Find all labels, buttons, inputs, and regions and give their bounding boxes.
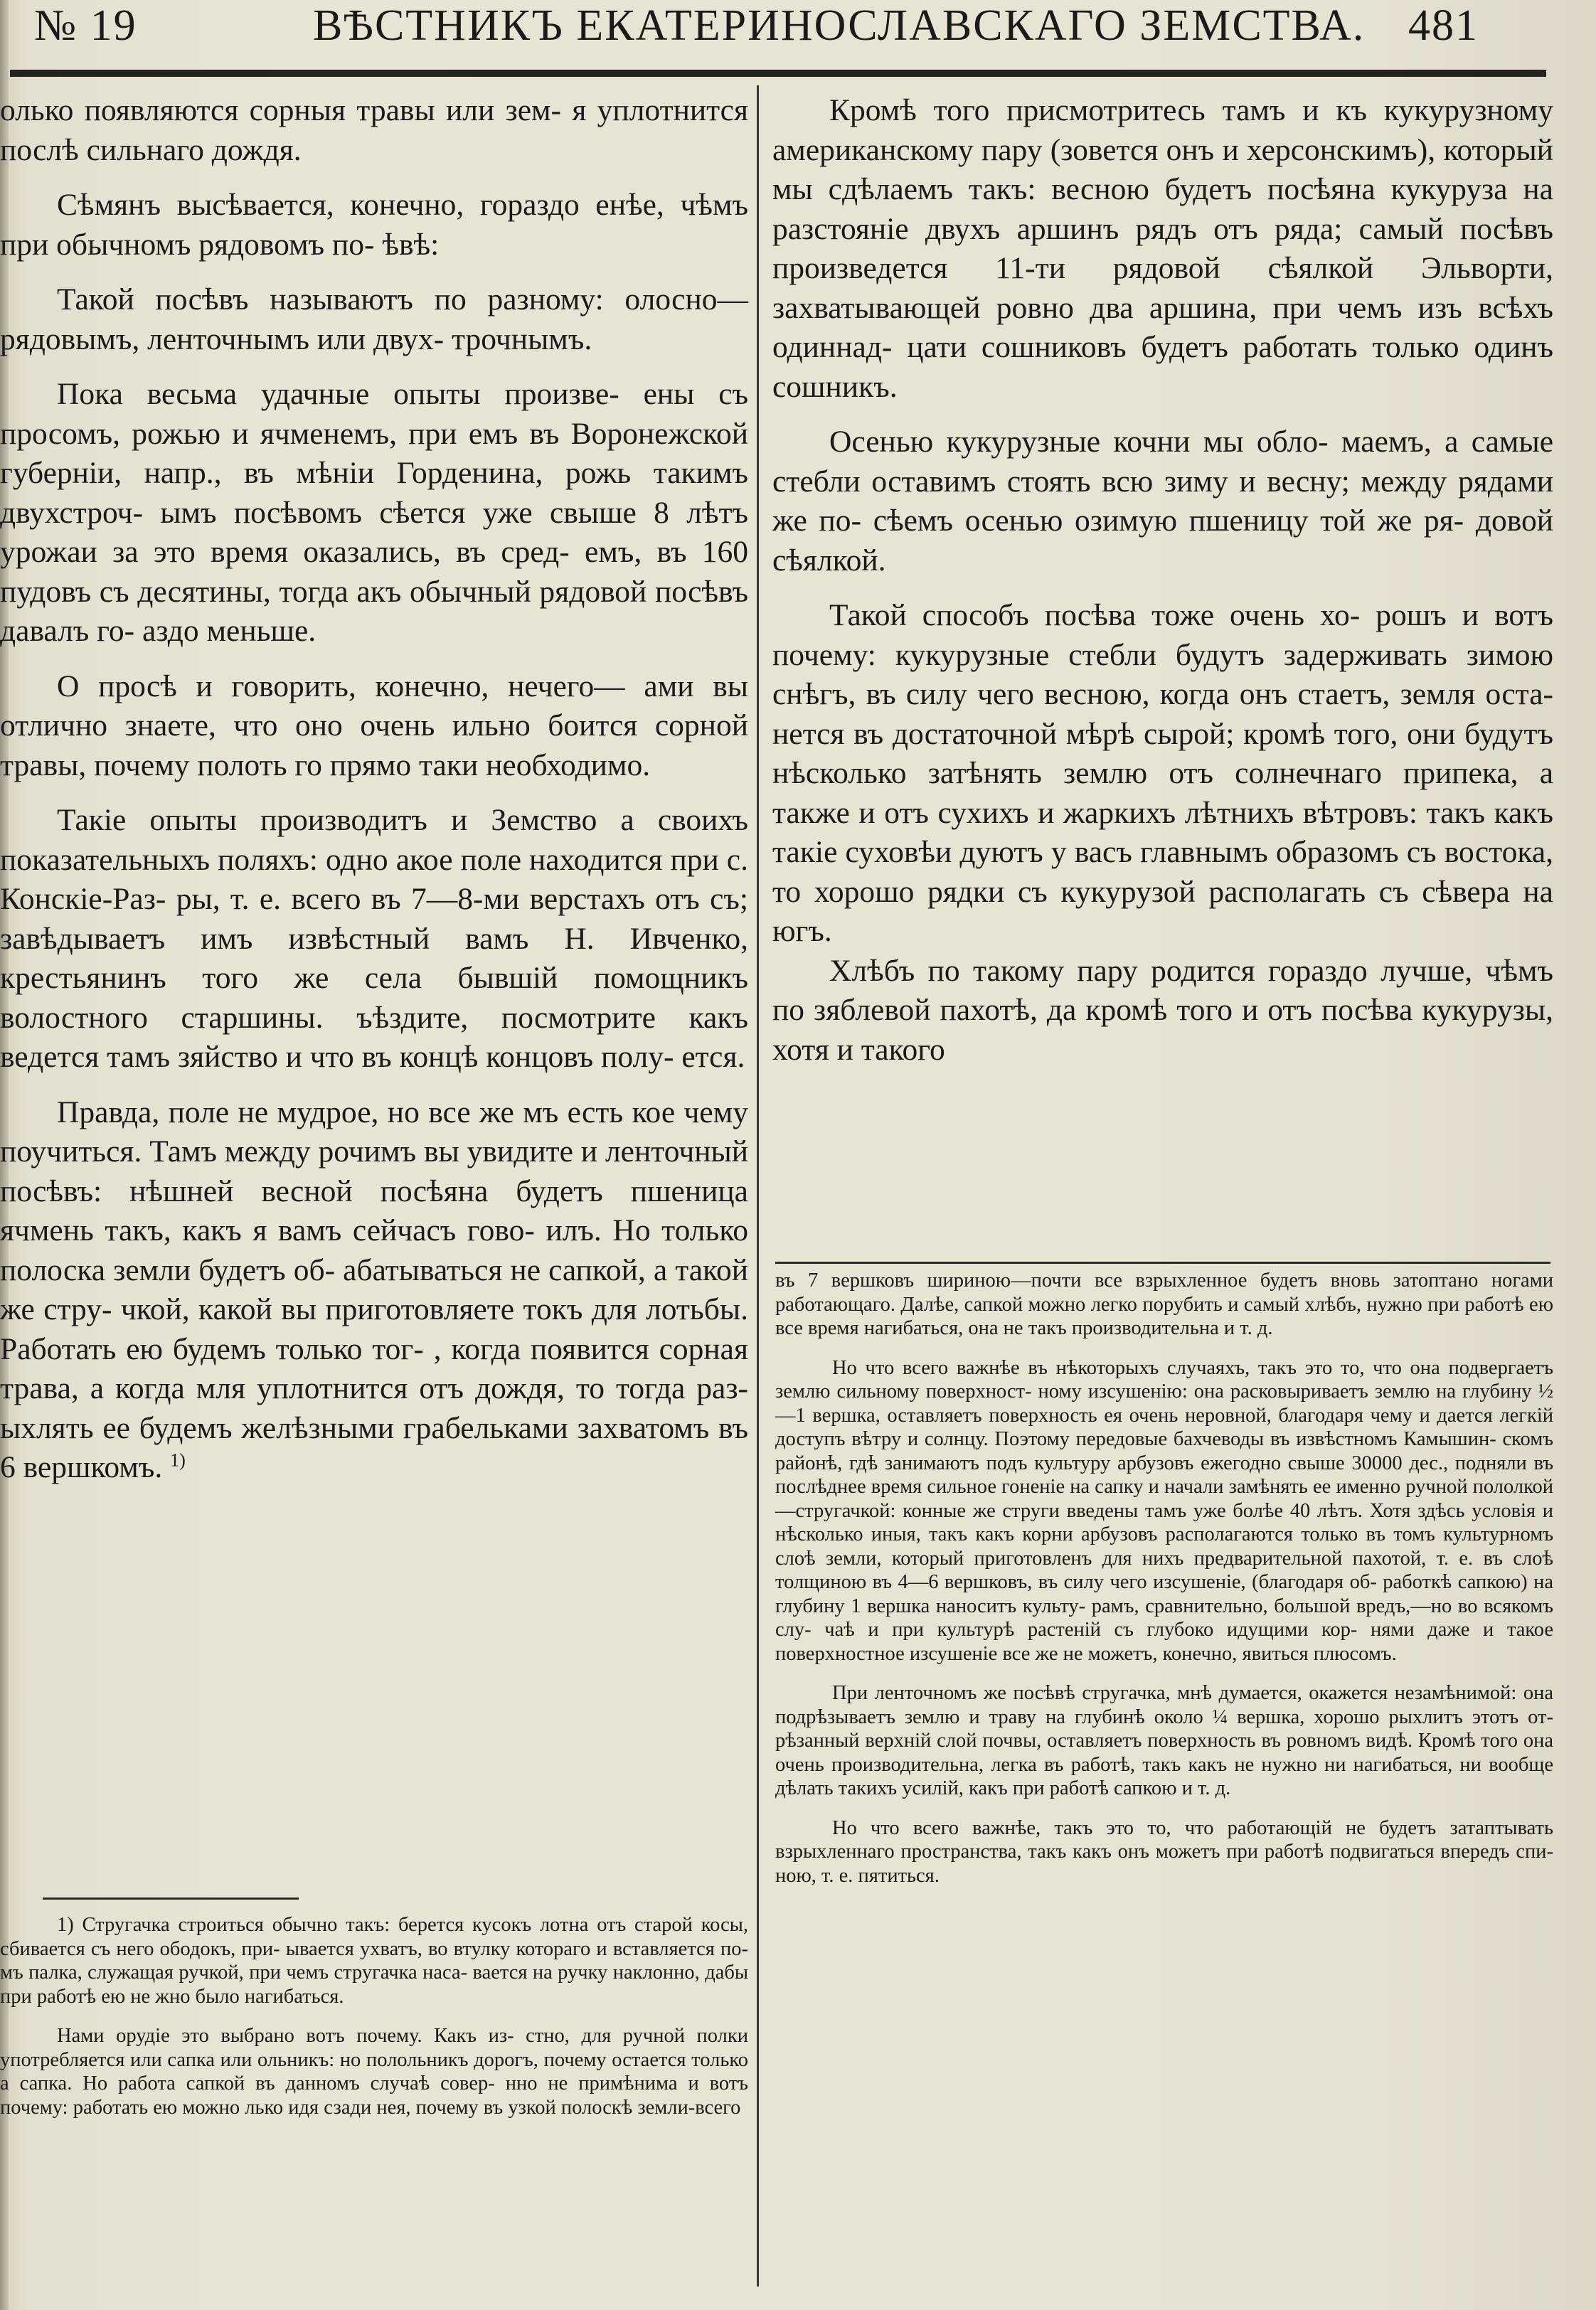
column-separator <box>757 85 759 2287</box>
footnote: При ленточномъ же посѣвѣ стругачка, мнѣ думается, окажется незамѣнимой: она подрѣзываетъ землю и траву на глубинѣ около ¼ вершка, хорошо рыхлитъ этотъ от- рѣзанный верхній слой почвы, оставляетъ поверхность въ ровномъ видѣ. Кромѣ того она очень производительна, легка въ работѣ, такъ какъ не нужно ни нагибаться, ни вообще дѣлать такихъ усилій, какъ при работѣ сапкою и т. д. <box>775 1682 1553 1799</box>
footnote: Но что всего важнѣе въ нѣкоторыхъ случаяхъ, такъ это то, что она подвергаетъ землю сильному поверхност- ному изсушенію: она расковыриваетъ землю на глубину ½—1 вершка, оставляетъ поверхность ея очень неровной, благодаря чему и дается легкій доступъ вѣтру и солнцу. Поэтому передовые бахчеводы въ извѣстномъ Камышин- скомъ районѣ, гдѣ занимаютъ подъ культуру арбузовъ ежегодно свыше 30000 дес., подняли въ послѣднее время сильное гоненіе на сапку и начали замѣнять ее именно ручной пололкой—стругачкой: конные же струги введены тамъ уже болѣе 40 лѣтъ. Хотя здѣсь условія и нѣсколько иныя, такъ какъ корни арбузовъ располагаются только въ томъ культурномъ слоѣ земли, который приготовленъ для нихъ предварительной пахотой, т. е. въ слоѣ толщиною въ 4—6 вершковъ, въ силу чего изсушеніе, (благодаря об- работкѣ сапкою) на глубину 1 вершка наноситъ культу- рамъ, сравнительно, большой вредъ,—но во всякомъ слу- чаѣ и при культурѣ растеній съ глубоко идущими кор- нями даже и такое поверхностное изсушеніе все же не можетъ, конечно, явиться плюсомъ. <box>775 1356 1553 1665</box>
paragraph: олько появляются сорныя травы или зем- я уплотнится послѣ сильнаго дождя. <box>0 93 748 167</box>
footnote-rule-left <box>43 1897 299 1900</box>
right-column-text <box>772 91 1553 1070</box>
right-footnotes <box>775 1269 1553 1888</box>
footnote-rule-right <box>775 1262 1550 1264</box>
paragraph: Кромѣ того присмотритесь тамъ и къ кукурузному американскому пару (зовется онъ и херсонскимъ), который мы сдѣлаемъ такъ: весною будетъ посѣяна кукуруза на разстояніе двухъ аршинъ рядъ отъ ряда; самый посѣвъ произведется 11-ти рядовой сѣялкой Эльворти, захватывающей ровно два аршина, при чемъ изъ всѣхъ одиннад- цати сошниковъ будетъ работать только одинъ сошникъ. <box>772 93 1553 404</box>
paragraph: Такой способъ посѣва тоже очень хо- рошъ и вотъ почему: кукурузные стебли будутъ задерживать зимою снѣгъ, въ силу чего весною, когда онъ стаетъ, земля оста- нется въ достаточной мѣрѣ сырой; кромѣ того, они будутъ нѣсколько затѣнять землю отъ солнечнаго припека, а также и отъ сухихъ и жаркихъ лѣтнихъ вѣтровъ: такъ какъ такіе суховѣи дуютъ у васъ главнымъ образомъ съ востока, то хорошо рядки съ кукурузой располагать съ сѣвера на югъ. <box>772 598 1553 948</box>
journal-title: ВѢСТНИКЪ ЕКАТЕРИНОСЛАВСКАГО ЗЕМСТВА. <box>313 1 1366 50</box>
page-number: 481 <box>1408 1 1479 50</box>
header-rule <box>10 70 1546 77</box>
paragraph: Хлѣбъ по такому пару родится гораздо лучше, чѣмъ по зяблевой пахотѣ, да кромѣ того и отъ посѣва кукурузы, хотя и такого <box>772 953 1553 1067</box>
footnote-marker: 1) <box>170 1449 186 1471</box>
left-column-text <box>0 91 748 1488</box>
footnote: Но что всего важнѣе, такъ это то, что работающій не будетъ затаптывать взрыхленнаго пространства, такъ какъ онъ можетъ при работѣ подвигаться впередъ спи- ною, т. е. пятиться. <box>775 1816 1553 1887</box>
paragraph: Такіе опыты производитъ и Земство а своихъ показательныхъ поляхъ: одно акое поле находится при с. Конскіе-Раз- ры, т. е. всего въ 7—8-ми верстахъ отъ съ; завѣдываетъ имъ извѣстный вамъ Н. Ивченко, крестьянинъ того же села бывшій помощникъ волостного старшины. ъѣздите, посмотрите какъ ведется тамъ зяйство и что въ концѣ концовъ полу- ется. <box>0 803 748 1074</box>
paragraph: О просѣ и говорить, конечно, нечего— ами вы отлично знаете, что оно очень ильно боится сорной травы, почему полоть го прямо таки необходимо. <box>0 669 748 782</box>
page-header <box>0 0 1596 64</box>
footnote: Нами орудіе это выбрано вотъ почему. Какъ из- стно, для ручной полки употребляется или сапка или ольникъ: но полольникъ дорогъ, почему остается только а сапка. Но работа сапкой въ данномъ случаѣ совер- нно не примѣнима и вотъ почему: работать ею можно лько идя сзади нея, почему въ узкой полоскѣ земли-всего <box>0 2025 748 2119</box>
issue-number: № 19 <box>34 1 137 50</box>
footnote: въ 7 вершковъ шириною—почти все взрыхленное будетъ вновь затоптано ногами работающаго. Далѣе, сапкой можно легко порубить и самый хлѣбъ, нужно при работѣ ею все время нагибаться, она не такъ производительна и т. д. <box>775 1270 1553 1339</box>
footnote: 1) Стругачка строиться обычно такъ: берется кусокъ лотна отъ старой косы, сбивается съ него ободокъ, при- ывается ухватъ, во втулку котораго и вставляется по- мъ палка, служащая ручкой, при чемъ стругачка наса- вается на ручку наклонно, дабы при работѣ ею не жно было нагибаться. <box>0 1914 748 2008</box>
paragraph: Сѣмянъ высѣвается, конечно, гораздо енѣе, чѣмъ при обычномъ рядовомъ по- ѣвѣ: <box>0 188 748 262</box>
paragraph: Такой посѣвъ называютъ по разному: олосно—рядовымъ, ленточнымъ или двух- трочнымъ. <box>0 282 748 356</box>
paragraph-text: Правда, поле не мудрое, но все же мъ есть кое чему поучиться. Тамъ между рочимъ вы увидите и ленточный посѣвъ: нѣшней весной посѣяна будетъ пшеница ячмень такъ, какъ я вамъ сейчасъ гово- илъ. Но только полоска земли будетъ об- абатываться не сапкой, а такой же стру- чкой, какой вы приготовляете токъ для лотьбы. Работать ею будемъ только тог- , когда появится сорная трава, а когда мля уплотнится отъ дождя, то тогда раз- ыхлять ее будемъ желѣзными грабельками захватомъ въ 6 вершкомъ. <box>0 1095 748 1484</box>
paragraph <box>0 1093 748 1488</box>
left-footnotes <box>0 1913 748 2119</box>
paragraph: Осенью кукурузные кочни мы обло- маемъ, а самые стебли оставимъ стоять всю зиму и весну; между рядами же по- сѣемъ осенью озимую пшеницу той же ря- довой сѣялкой. <box>772 425 1553 578</box>
paragraph: Пока весьма удачные опыты произве- ены съ просомъ, рожью и ячменемъ, при емъ въ Воронежской губерніи, напр., въ мѣніи Горденина, рожь такимъ двухстроч- ымъ посѣвомъ сѣется уже свыше 8 лѣтъ урожаи за это время оказались, въ сред- емъ, въ 160 пудовъ съ десятины, тогда акъ обычный рядовой посѣвъ давалъ го- аздо меньше. <box>0 377 748 648</box>
